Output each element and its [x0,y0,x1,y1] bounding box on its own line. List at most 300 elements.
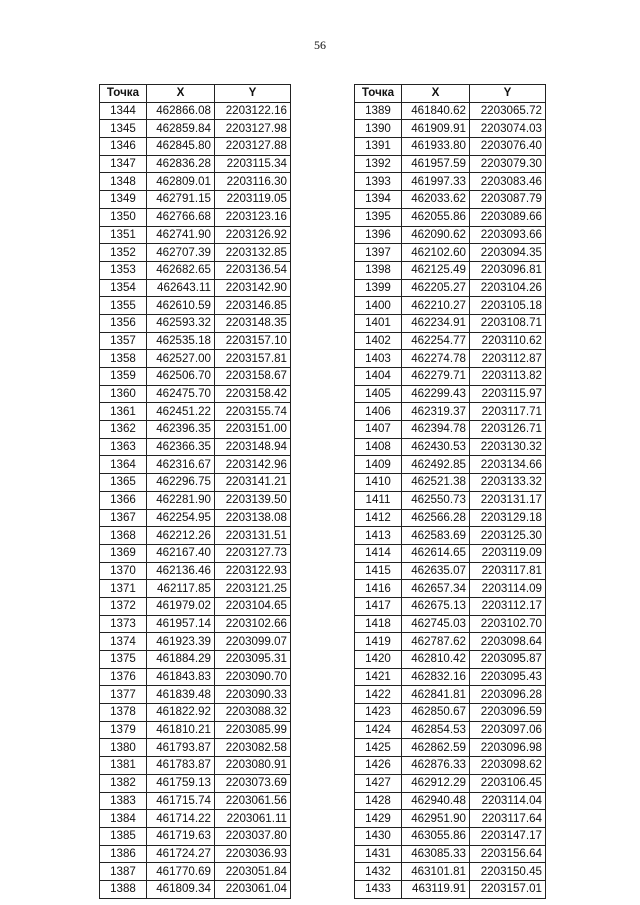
point-number-cell: 1374 [100,633,147,651]
table-row [355,385,546,403]
table-row [100,509,291,527]
y-coordinate-cell: 2203142.90 [215,279,291,297]
point-number-cell: 1415 [355,562,402,580]
y-coordinate-cell: 2203134.66 [470,456,546,474]
point-number-cell: 1351 [100,226,147,244]
x-coordinate-cell: 462254.95 [147,509,215,527]
point-number-cell: 1344 [100,102,147,120]
y-coordinate-cell: 2203099.07 [215,633,291,651]
table-row [355,580,546,598]
y-coordinate-cell: 2203097.06 [470,721,546,739]
point-number-cell: 1373 [100,615,147,633]
point-number-cell: 1382 [100,774,147,792]
point-number-cell: 1379 [100,721,147,739]
x-coordinate-cell: 462614.65 [402,544,470,562]
table-row [355,244,546,262]
x-coordinate-cell: 462279.71 [402,368,470,386]
point-number-cell: 1362 [100,421,147,439]
x-coordinate-cell: 462809.01 [147,173,215,191]
y-coordinate-cell: 2203106.45 [470,774,546,792]
y-coordinate-cell: 2203095.43 [470,668,546,686]
table-row [355,509,546,527]
point-number-cell: 1417 [355,597,402,615]
table-row [100,544,291,562]
y-coordinate-cell: 2203108.71 [470,314,546,332]
point-number-cell: 1427 [355,774,402,792]
table-row [355,615,546,633]
point-number-cell: 1350 [100,208,147,226]
table-row [355,491,546,509]
x-coordinate-cell: 462745.03 [402,615,470,633]
table-row [355,474,546,492]
table-row [100,704,291,722]
x-coordinate-cell: 462850.67 [402,704,470,722]
point-number-cell: 1347 [100,155,147,173]
x-coordinate-cell: 462117.85 [147,580,215,598]
table-header-row [100,85,291,103]
y-coordinate-cell: 2203079.30 [470,155,546,173]
x-coordinate-cell: 462451.22 [147,403,215,421]
x-coordinate-cell: 462492.85 [402,456,470,474]
y-coordinate-cell: 2203158.42 [215,385,291,403]
x-coordinate-cell: 461759.13 [147,774,215,792]
table-row [100,403,291,421]
point-number-cell: 1354 [100,279,147,297]
y-coordinate-cell: 2203085.99 [215,721,291,739]
x-coordinate-cell: 462234.91 [402,314,470,332]
x-coordinate-cell: 463119.91 [402,880,470,898]
point-number-cell: 1407 [355,421,402,439]
x-coordinate-cell: 462430.53 [402,438,470,456]
x-coordinate-cell: 461783.87 [147,757,215,775]
y-coordinate-cell: 2203061.56 [215,792,291,810]
x-coordinate-cell: 462366.35 [147,438,215,456]
point-number-cell: 1355 [100,297,147,315]
table-row [100,774,291,792]
table-row [100,810,291,828]
y-coordinate-cell: 2203061.04 [215,880,291,898]
table-row [355,668,546,686]
y-coordinate-cell: 2203104.65 [215,597,291,615]
y-coordinate-cell: 2203082.58 [215,739,291,757]
table-row [355,845,546,863]
point-number-cell: 1386 [100,845,147,863]
point-number-cell: 1425 [355,739,402,757]
table-row [100,757,291,775]
point-number-cell: 1401 [355,314,402,332]
x-coordinate-cell: 461957.59 [402,155,470,173]
point-number-cell: 1422 [355,686,402,704]
x-coordinate-cell: 462836.28 [147,155,215,173]
x-coordinate-cell: 462102.60 [402,244,470,262]
point-number-cell: 1346 [100,138,147,156]
table-row [100,208,291,226]
y-coordinate-cell: 2203125.30 [470,527,546,545]
x-coordinate-cell: 462299.43 [402,385,470,403]
column-header-y: Y [215,85,291,103]
point-number-cell: 1392 [355,155,402,173]
point-number-cell: 1416 [355,580,402,598]
y-coordinate-cell: 2203112.17 [470,597,546,615]
x-coordinate-cell: 462859.84 [147,120,215,138]
y-coordinate-cell: 2203098.62 [470,757,546,775]
table-row [355,350,546,368]
x-coordinate-cell: 462319.37 [402,403,470,421]
x-coordinate-cell: 461793.87 [147,739,215,757]
table-row [355,438,546,456]
x-coordinate-cell: 461979.02 [147,597,215,615]
table-row [355,721,546,739]
table-row [100,120,291,138]
x-coordinate-cell: 462791.15 [147,191,215,209]
table-row [100,651,291,669]
x-coordinate-cell: 461923.39 [147,633,215,651]
point-number-cell: 1402 [355,332,402,350]
column-header-x: X [402,85,470,103]
y-coordinate-cell: 2203096.59 [470,704,546,722]
x-coordinate-cell: 462876.33 [402,757,470,775]
y-coordinate-cell: 2203104.26 [470,279,546,297]
point-number-cell: 1387 [100,863,147,881]
table-row [100,368,291,386]
y-coordinate-cell: 2203138.08 [215,509,291,527]
point-number-cell: 1348 [100,173,147,191]
point-number-cell: 1393 [355,173,402,191]
x-coordinate-cell: 461933.80 [402,138,470,156]
point-number-cell: 1395 [355,208,402,226]
table-row [100,438,291,456]
table-row [100,474,291,492]
x-coordinate-cell: 462055.86 [402,208,470,226]
point-number-cell: 1377 [100,686,147,704]
y-coordinate-cell: 2203147.17 [470,827,546,845]
point-number-cell: 1352 [100,244,147,262]
y-coordinate-cell: 2203116.30 [215,173,291,191]
point-number-cell: 1410 [355,474,402,492]
point-number-cell: 1380 [100,739,147,757]
y-coordinate-cell: 2203095.31 [215,651,291,669]
x-coordinate-cell: 462912.29 [402,774,470,792]
y-coordinate-cell: 2203156.64 [470,845,546,863]
table-row [100,615,291,633]
table-row [355,633,546,651]
table-row [100,102,291,120]
table-row [355,102,546,120]
y-coordinate-cell: 2203122.16 [215,102,291,120]
table-row [100,527,291,545]
table-row [355,774,546,792]
point-number-cell: 1433 [355,880,402,898]
x-coordinate-cell: 462841.81 [402,686,470,704]
x-coordinate-cell: 462810.42 [402,651,470,669]
point-number-cell: 1345 [100,120,147,138]
point-number-cell: 1404 [355,368,402,386]
point-number-cell: 1368 [100,527,147,545]
y-coordinate-cell: 2203157.81 [215,350,291,368]
table-row [100,739,291,757]
table-row [355,827,546,845]
y-coordinate-cell: 2203139.50 [215,491,291,509]
table-row [100,279,291,297]
table-row [355,456,546,474]
point-number-cell: 1363 [100,438,147,456]
x-coordinate-cell: 462566.28 [402,509,470,527]
y-coordinate-cell: 2203090.33 [215,686,291,704]
point-number-cell: 1412 [355,509,402,527]
y-coordinate-cell: 2203146.85 [215,297,291,315]
y-coordinate-cell: 2203083.46 [470,173,546,191]
y-coordinate-cell: 2203112.87 [470,350,546,368]
point-number-cell: 1383 [100,792,147,810]
table-row [100,244,291,262]
x-coordinate-cell: 461714.22 [147,810,215,828]
x-coordinate-cell: 462521.38 [402,474,470,492]
point-number-cell: 1421 [355,668,402,686]
y-coordinate-cell: 2203089.66 [470,208,546,226]
point-number-cell: 1361 [100,403,147,421]
y-coordinate-cell: 2203095.87 [470,651,546,669]
point-number-cell: 1414 [355,544,402,562]
table-row [100,314,291,332]
point-number-cell: 1390 [355,120,402,138]
y-coordinate-cell: 2203131.17 [470,491,546,509]
y-coordinate-cell: 2203093.66 [470,226,546,244]
y-coordinate-cell: 2203114.09 [470,580,546,598]
column-header-x: X [147,85,215,103]
point-number-cell: 1413 [355,527,402,545]
point-number-cell: 1398 [355,261,402,279]
x-coordinate-cell: 462940.48 [402,792,470,810]
y-coordinate-cell: 2203148.94 [215,438,291,456]
x-coordinate-cell: 462583.69 [402,527,470,545]
y-coordinate-cell: 2203119.09 [470,544,546,562]
y-coordinate-cell: 2203157.10 [215,332,291,350]
y-coordinate-cell: 2203121.25 [215,580,291,598]
table-row [100,792,291,810]
x-coordinate-cell: 462394.78 [402,421,470,439]
y-coordinate-cell: 2203123.16 [215,208,291,226]
y-coordinate-cell: 2203037.80 [215,827,291,845]
y-coordinate-cell: 2203098.64 [470,633,546,651]
point-number-cell: 1365 [100,474,147,492]
x-coordinate-cell: 461839.48 [147,686,215,704]
point-number-cell: 1359 [100,368,147,386]
table-row [355,403,546,421]
x-coordinate-cell: 462787.62 [402,633,470,651]
point-number-cell: 1403 [355,350,402,368]
table-row [355,208,546,226]
point-number-cell: 1358 [100,350,147,368]
x-coordinate-cell: 462832.16 [402,668,470,686]
point-number-cell: 1409 [355,456,402,474]
point-number-cell: 1353 [100,261,147,279]
x-coordinate-cell: 461719.63 [147,827,215,845]
x-coordinate-cell: 462610.59 [147,297,215,315]
y-coordinate-cell: 2203142.96 [215,456,291,474]
table-row [355,544,546,562]
x-coordinate-cell: 463055.86 [402,827,470,845]
table-row [100,297,291,315]
table-row [355,686,546,704]
x-coordinate-cell: 461770.69 [147,863,215,881]
point-number-cell: 1391 [355,138,402,156]
y-coordinate-cell: 2203102.66 [215,615,291,633]
table-row [100,580,291,598]
y-coordinate-cell: 2203115.97 [470,385,546,403]
table-row [100,385,291,403]
point-number-cell: 1431 [355,845,402,863]
point-number-cell: 1388 [100,880,147,898]
point-number-cell: 1376 [100,668,147,686]
x-coordinate-cell: 461810.21 [147,721,215,739]
point-number-cell: 1426 [355,757,402,775]
x-coordinate-cell: 462854.53 [402,721,470,739]
x-coordinate-cell: 461840.62 [402,102,470,120]
point-number-cell: 1360 [100,385,147,403]
y-coordinate-cell: 2203102.70 [470,615,546,633]
x-coordinate-cell: 462535.18 [147,332,215,350]
point-number-cell: 1384 [100,810,147,828]
column-header-point: Точка [100,85,147,103]
y-coordinate-cell: 2203051.84 [215,863,291,881]
x-coordinate-cell: 462845.80 [147,138,215,156]
x-coordinate-cell: 463101.81 [402,863,470,881]
y-coordinate-cell: 2203126.92 [215,226,291,244]
x-coordinate-cell: 462951.90 [402,810,470,828]
point-number-cell: 1408 [355,438,402,456]
point-number-cell: 1420 [355,651,402,669]
point-number-cell: 1371 [100,580,147,598]
y-coordinate-cell: 2203088.32 [215,704,291,722]
point-number-cell: 1356 [100,314,147,332]
table-row [355,421,546,439]
table-row [100,880,291,898]
point-number-cell: 1394 [355,191,402,209]
table-row [100,845,291,863]
table-row [100,597,291,615]
table-row [100,138,291,156]
y-coordinate-cell: 2203132.85 [215,244,291,262]
table-row [355,739,546,757]
x-coordinate-cell: 462643.11 [147,279,215,297]
table-row [100,863,291,881]
point-number-cell: 1399 [355,279,402,297]
table-row [100,350,291,368]
x-coordinate-cell: 461724.27 [147,845,215,863]
x-coordinate-cell: 463085.33 [402,845,470,863]
point-number-cell: 1406 [355,403,402,421]
table-row [355,261,546,279]
point-number-cell: 1364 [100,456,147,474]
y-coordinate-cell: 2203155.74 [215,403,291,421]
y-coordinate-cell: 2203150.45 [470,863,546,881]
table-row [355,368,546,386]
point-number-cell: 1369 [100,544,147,562]
y-coordinate-cell: 2203074.03 [470,120,546,138]
y-coordinate-cell: 2203090.70 [215,668,291,686]
y-coordinate-cell: 2203096.98 [470,739,546,757]
table-row [355,332,546,350]
table-row [355,173,546,191]
x-coordinate-cell: 462635.07 [402,562,470,580]
point-number-cell: 1423 [355,704,402,722]
y-coordinate-cell: 2203119.05 [215,191,291,209]
table-row [355,562,546,580]
x-coordinate-cell: 462675.13 [402,597,470,615]
column-header-point: Точка [355,85,402,103]
table-row [100,173,291,191]
y-coordinate-cell: 2203158.67 [215,368,291,386]
point-number-cell: 1430 [355,827,402,845]
table-row [355,138,546,156]
y-coordinate-cell: 2203127.98 [215,120,291,138]
y-coordinate-cell: 2203036.93 [215,845,291,863]
x-coordinate-cell: 462167.40 [147,544,215,562]
y-coordinate-cell: 2203148.35 [215,314,291,332]
y-coordinate-cell: 2203126.71 [470,421,546,439]
y-coordinate-cell: 2203157.01 [470,880,546,898]
y-coordinate-cell: 2203117.81 [470,562,546,580]
point-number-cell: 1370 [100,562,147,580]
coordinates-table-left [99,84,291,899]
point-number-cell: 1397 [355,244,402,262]
table-row [100,633,291,651]
point-number-cell: 1429 [355,810,402,828]
table-row [100,668,291,686]
table-row [355,597,546,615]
table-row [100,562,291,580]
y-coordinate-cell: 2203131.51 [215,527,291,545]
x-coordinate-cell: 462136.46 [147,562,215,580]
y-coordinate-cell: 2203113.82 [470,368,546,386]
column-header-y: Y [470,85,546,103]
table-row [100,686,291,704]
point-number-cell: 1357 [100,332,147,350]
point-number-cell: 1372 [100,597,147,615]
page-number: 56 [314,38,326,52]
x-coordinate-cell: 462212.26 [147,527,215,545]
y-coordinate-cell: 2203094.35 [470,244,546,262]
table-row [100,456,291,474]
y-coordinate-cell: 2203076.40 [470,138,546,156]
y-coordinate-cell: 2203151.00 [215,421,291,439]
y-coordinate-cell: 2203127.88 [215,138,291,156]
table-row [355,120,546,138]
x-coordinate-cell: 462033.62 [402,191,470,209]
x-coordinate-cell: 461909.91 [402,120,470,138]
y-coordinate-cell: 2203129.18 [470,509,546,527]
y-coordinate-cell: 2203115.34 [215,155,291,173]
table-row [100,261,291,279]
x-coordinate-cell: 461715.74 [147,792,215,810]
x-coordinate-cell: 462090.62 [402,226,470,244]
x-coordinate-cell: 462527.00 [147,350,215,368]
x-coordinate-cell: 462316.67 [147,456,215,474]
x-coordinate-cell: 462506.70 [147,368,215,386]
coordinates-table-right [354,84,546,899]
table-row [355,810,546,828]
x-coordinate-cell: 462741.90 [147,226,215,244]
point-number-cell: 1400 [355,297,402,315]
table-row [100,191,291,209]
y-coordinate-cell: 2203073.69 [215,774,291,792]
y-coordinate-cell: 2203110.62 [470,332,546,350]
table-row [355,704,546,722]
y-coordinate-cell: 2203080.91 [215,757,291,775]
table-row [355,279,546,297]
x-coordinate-cell: 462593.32 [147,314,215,332]
point-number-cell: 1428 [355,792,402,810]
